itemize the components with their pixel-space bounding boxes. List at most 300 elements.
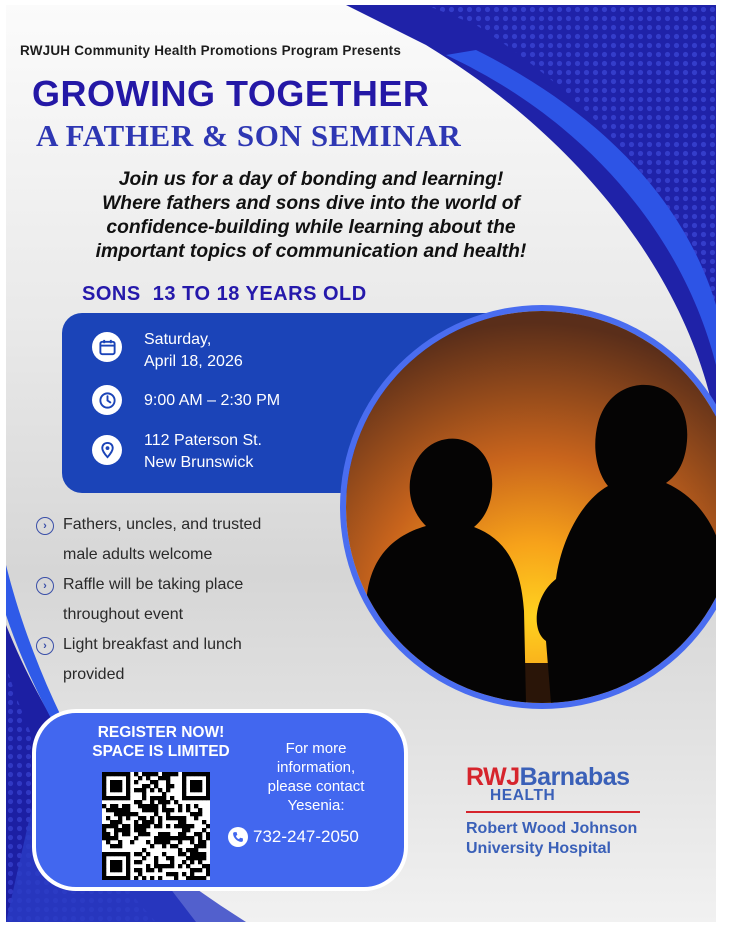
qr-module (178, 808, 182, 812)
qr-module (186, 876, 190, 880)
qr-module (158, 820, 162, 824)
qr-module (182, 872, 186, 876)
qr-module (138, 804, 142, 808)
qr-module (182, 776, 186, 780)
qr-module (102, 776, 106, 780)
qr-module (194, 788, 198, 792)
hospital-line1: Robert Wood Johnson (466, 820, 638, 837)
qr-module (146, 784, 150, 788)
qr-module (146, 852, 150, 856)
qr-module (178, 848, 182, 852)
qr-module (146, 824, 150, 828)
qr-module (158, 876, 162, 880)
qr-module (166, 872, 170, 876)
qr-module (118, 808, 122, 812)
qr-module (186, 856, 190, 860)
qr-module (118, 812, 122, 816)
qr-module (142, 788, 146, 792)
qr-module (182, 828, 186, 832)
contact-line: For more (285, 740, 347, 757)
qr-module (170, 856, 174, 860)
qr-module (122, 808, 126, 812)
qr-module (118, 772, 122, 776)
qr-module (154, 796, 158, 800)
qr-module (198, 772, 202, 776)
qr-module (150, 796, 154, 800)
qr-module (102, 772, 106, 776)
qr-module (166, 800, 170, 804)
qr-module (138, 776, 142, 780)
qr-module (126, 772, 130, 776)
qr-module (134, 812, 138, 816)
qr-module (190, 812, 194, 816)
qr-module (190, 836, 194, 840)
qr-module (138, 868, 142, 872)
qr-module (114, 812, 118, 816)
qr-module (118, 780, 122, 784)
logo-health: HEALTH (490, 787, 556, 804)
qr-module (198, 876, 202, 880)
clock-icon (92, 385, 122, 415)
qr-module (190, 796, 194, 800)
qr-module (162, 844, 166, 848)
qr-module (106, 824, 110, 828)
qr-module (134, 824, 138, 828)
contact-line: please contact (267, 778, 365, 795)
qr-module (194, 780, 198, 784)
qr-module (114, 788, 118, 792)
qr-module (206, 864, 210, 868)
qr-module (170, 784, 174, 788)
qr-module (206, 832, 210, 836)
qr-module (122, 876, 126, 880)
qr-module (126, 864, 130, 868)
qr-module (126, 808, 130, 812)
qr-module (106, 796, 110, 800)
qr-module (110, 824, 114, 828)
logo-rwj: RWJ (466, 763, 520, 791)
qr-module (194, 796, 198, 800)
qr-module (194, 784, 198, 788)
age-range: SONS 13 TO 18 YEARS OLD (82, 283, 367, 305)
qr-module (190, 840, 194, 844)
qr-module (118, 820, 122, 824)
qr-module (150, 820, 154, 824)
qr-module (102, 788, 106, 792)
qr-module (198, 860, 202, 864)
qr-module (166, 824, 170, 828)
qr-module (206, 780, 210, 784)
qr-module (138, 852, 142, 856)
qr-module (118, 840, 122, 844)
qr-module (158, 836, 162, 840)
bullet-1-line1: Fathers, uncles, and trusted (63, 516, 262, 533)
bullet-2-line2: throughout event (63, 606, 184, 623)
qr-module (170, 816, 174, 820)
qr-module (138, 816, 142, 820)
qr-module (134, 852, 138, 856)
qr-module (154, 784, 158, 788)
qr-module (142, 792, 146, 796)
qr-module (154, 840, 158, 844)
qr-module (126, 852, 130, 856)
qr-module (206, 776, 210, 780)
event-address-line1: 112 Paterson St. (144, 432, 262, 449)
qr-module (118, 860, 122, 864)
qr-module (142, 848, 146, 852)
qr-module (170, 772, 174, 776)
qr-module (102, 828, 106, 832)
qr-module (142, 808, 146, 812)
intro-line: important topics of communication and health! (95, 241, 527, 262)
qr-module (150, 844, 154, 848)
qr-module (162, 772, 166, 776)
qr-module (126, 856, 130, 860)
qr-module (118, 852, 122, 856)
qr-module (158, 816, 162, 820)
register-line2: SPACE IS LIMITED (92, 743, 230, 760)
qr-module (166, 816, 170, 820)
bullet-3-line2: provided (63, 666, 125, 683)
qr-module (198, 780, 202, 784)
qr-module (194, 852, 198, 856)
qr-module (166, 772, 170, 776)
qr-code[interactable] (102, 772, 210, 880)
qr-module (158, 796, 162, 800)
qr-module (158, 868, 162, 872)
qr-module (162, 796, 166, 800)
qr-module (110, 868, 114, 872)
qr-module (102, 856, 106, 860)
qr-module (198, 840, 202, 844)
rwjbarnabas-logo (466, 763, 638, 857)
qr-module (114, 860, 118, 864)
qr-module (202, 828, 206, 832)
qr-module (182, 824, 186, 828)
qr-module (114, 828, 118, 832)
qr-module (110, 788, 114, 792)
qr-module (206, 868, 210, 872)
qr-module (154, 824, 158, 828)
qr-module (138, 800, 142, 804)
qr-module (186, 824, 190, 828)
qr-module (178, 836, 182, 840)
hospital-line2: University Hospital (466, 840, 611, 857)
qr-module (126, 860, 130, 864)
qr-module (166, 832, 170, 836)
qr-module (182, 788, 186, 792)
qr-module (158, 788, 162, 792)
qr-module (166, 856, 170, 860)
qr-module (122, 796, 126, 800)
qr-module (118, 876, 122, 880)
qr-module (126, 876, 130, 880)
qr-module (150, 780, 154, 784)
register-line1: REGISTER NOW! (97, 724, 225, 741)
qr-module (190, 860, 194, 864)
qr-module (138, 828, 142, 832)
qr-module (114, 844, 118, 848)
intro-text (26, 168, 596, 264)
qr-module (198, 808, 202, 812)
qr-module (110, 876, 114, 880)
qr-module (142, 784, 146, 788)
qr-module (102, 784, 106, 788)
qr-module (194, 868, 198, 872)
qr-module (118, 864, 122, 868)
qr-module (166, 840, 170, 844)
qr-module (166, 812, 170, 816)
qr-module (134, 788, 138, 792)
intro-line: Where fathers and sons dive into the world of (102, 193, 520, 214)
qr-module (174, 772, 178, 776)
qr-module (114, 836, 118, 840)
qr-module (178, 804, 182, 808)
qr-module (126, 788, 130, 792)
qr-module (202, 852, 206, 856)
qr-module (182, 792, 186, 796)
qr-module (178, 832, 182, 836)
qr-module (194, 812, 198, 816)
qr-module (194, 772, 198, 776)
intro-line: confidence-building while learning about the (106, 217, 516, 238)
qr-module (126, 828, 130, 832)
qr-module (190, 872, 194, 876)
qr-module (134, 836, 138, 840)
qr-module (190, 868, 194, 872)
qr-module (138, 860, 142, 864)
qr-module (122, 772, 126, 776)
qr-module (138, 832, 142, 836)
qr-module (142, 824, 146, 828)
qr-module (186, 848, 190, 852)
qr-module (110, 864, 114, 868)
qr-module (114, 772, 118, 776)
qr-module (182, 772, 186, 776)
event-date-line1: Saturday, (144, 331, 212, 348)
logo-divider (466, 811, 640, 813)
qr-module (118, 868, 122, 872)
qr-module (150, 804, 154, 808)
qr-module (138, 824, 142, 828)
qr-module (102, 792, 106, 796)
qr-module (114, 784, 118, 788)
arrow-right-icon: › (36, 517, 54, 535)
qr-module (126, 832, 130, 836)
qr-module (154, 836, 158, 840)
qr-module (102, 872, 106, 876)
qr-module (106, 816, 110, 820)
qr-module (142, 772, 146, 776)
qr-module (202, 772, 206, 776)
qr-module (162, 840, 166, 844)
qr-module (114, 804, 118, 808)
qr-module (118, 796, 122, 800)
qr-module (110, 804, 114, 808)
qr-module (162, 792, 166, 796)
qr-module (146, 868, 150, 872)
qr-module (170, 864, 174, 868)
qr-module (166, 788, 170, 792)
qr-module (134, 860, 138, 864)
qr-module (142, 856, 146, 860)
qr-module (126, 812, 130, 816)
qr-module (154, 804, 158, 808)
qr-module (106, 840, 110, 844)
qr-module (202, 876, 206, 880)
qr-module (198, 868, 202, 872)
qr-module (126, 824, 130, 828)
arrow-right-icon: › (36, 577, 54, 595)
qr-module (150, 816, 154, 820)
qr-module (102, 804, 106, 808)
qr-module (190, 772, 194, 776)
contact-line: Yesenia: (287, 797, 345, 814)
qr-module (174, 800, 178, 804)
qr-module (166, 776, 170, 780)
qr-module (114, 832, 118, 836)
qr-module (158, 864, 162, 868)
qr-module (166, 836, 170, 840)
qr-module (122, 828, 126, 832)
qr-module (178, 864, 182, 868)
qr-module (102, 860, 106, 864)
qr-module (150, 800, 154, 804)
qr-module (134, 772, 138, 776)
qr-module (142, 828, 146, 832)
qr-module (194, 816, 198, 820)
qr-module (182, 784, 186, 788)
qr-module (198, 796, 202, 800)
qr-module (122, 832, 126, 836)
qr-module (198, 852, 202, 856)
qr-module (178, 852, 182, 856)
qr-module (190, 824, 194, 828)
qr-module (110, 808, 114, 812)
qr-module (150, 808, 154, 812)
qr-module (110, 784, 114, 788)
arrow-right-icon: › (36, 637, 54, 655)
qr-module (206, 872, 210, 876)
qr-module (106, 876, 110, 880)
qr-module (142, 876, 146, 880)
qr-module (186, 796, 190, 800)
qr-module (162, 804, 166, 808)
qr-module (150, 788, 154, 792)
logo-barnabas: Barnabas (519, 763, 630, 791)
event-date-line2: April 18, 2026 (144, 353, 243, 370)
qr-module (150, 772, 154, 776)
qr-module (122, 852, 126, 856)
hospital-name (466, 819, 686, 859)
qr-module (114, 876, 118, 880)
presenter-line: RWJUH Community Health Promotions Program Presents (20, 43, 402, 58)
qr-module (150, 868, 154, 872)
qr-module (126, 792, 130, 796)
qr-module (134, 820, 138, 824)
qr-module (190, 780, 194, 784)
qr-module (162, 836, 166, 840)
qr-module (102, 864, 106, 868)
intro-line: Join us for a day of bonding and learning! (118, 169, 504, 190)
qr-module (198, 788, 202, 792)
qr-module (126, 804, 130, 808)
qr-module (106, 852, 110, 856)
qr-module (162, 776, 166, 780)
qr-module (198, 844, 202, 848)
qr-module (190, 876, 194, 880)
qr-module (142, 796, 146, 800)
qr-module (158, 824, 162, 828)
qr-module (194, 876, 198, 880)
qr-module (106, 836, 110, 840)
qr-module (162, 852, 166, 856)
qr-module (102, 796, 106, 800)
qr-module (158, 776, 162, 780)
qr-module (102, 780, 106, 784)
qr-module (110, 852, 114, 856)
qr-module (150, 876, 154, 880)
qr-module (170, 860, 174, 864)
register-heading (81, 723, 241, 761)
event-flyer (6, 5, 716, 922)
qr-module (126, 796, 130, 800)
qr-module (146, 820, 150, 824)
qr-module (118, 828, 122, 832)
qr-module (206, 836, 210, 840)
qr-module (202, 820, 206, 824)
qr-module (134, 800, 138, 804)
qr-module (154, 864, 158, 868)
qr-module (158, 840, 162, 844)
qr-module (114, 820, 118, 824)
qr-module (190, 848, 194, 852)
qr-module (118, 784, 122, 788)
qr-module (174, 836, 178, 840)
qr-module (102, 832, 106, 836)
qr-module (190, 852, 194, 856)
qr-module (206, 792, 210, 796)
qr-module (202, 844, 206, 848)
qr-module (182, 860, 186, 864)
qr-module (122, 804, 126, 808)
event-subtitle: A FATHER & SON SEMINAR (36, 118, 462, 153)
qr-module (146, 804, 150, 808)
qr-module (102, 868, 106, 872)
qr-module (154, 772, 158, 776)
qr-module (186, 808, 190, 812)
qr-module (194, 832, 198, 836)
qr-module (154, 780, 158, 784)
qr-module (114, 852, 118, 856)
qr-module (170, 836, 174, 840)
qr-module (114, 864, 118, 868)
qr-module (162, 800, 166, 804)
qr-module (194, 844, 198, 848)
qr-module (110, 836, 114, 840)
qr-module (186, 828, 190, 832)
contact-info (236, 739, 396, 815)
qr-module (166, 780, 170, 784)
qr-module (126, 816, 130, 820)
phone-number: 732-247-2050 (253, 827, 359, 846)
bullet-1-line2: male adults welcome (63, 546, 213, 563)
qr-module (202, 864, 206, 868)
phone-contact[interactable] (228, 827, 359, 847)
qr-module (202, 796, 206, 800)
qr-module (110, 772, 114, 776)
qr-module (114, 796, 118, 800)
